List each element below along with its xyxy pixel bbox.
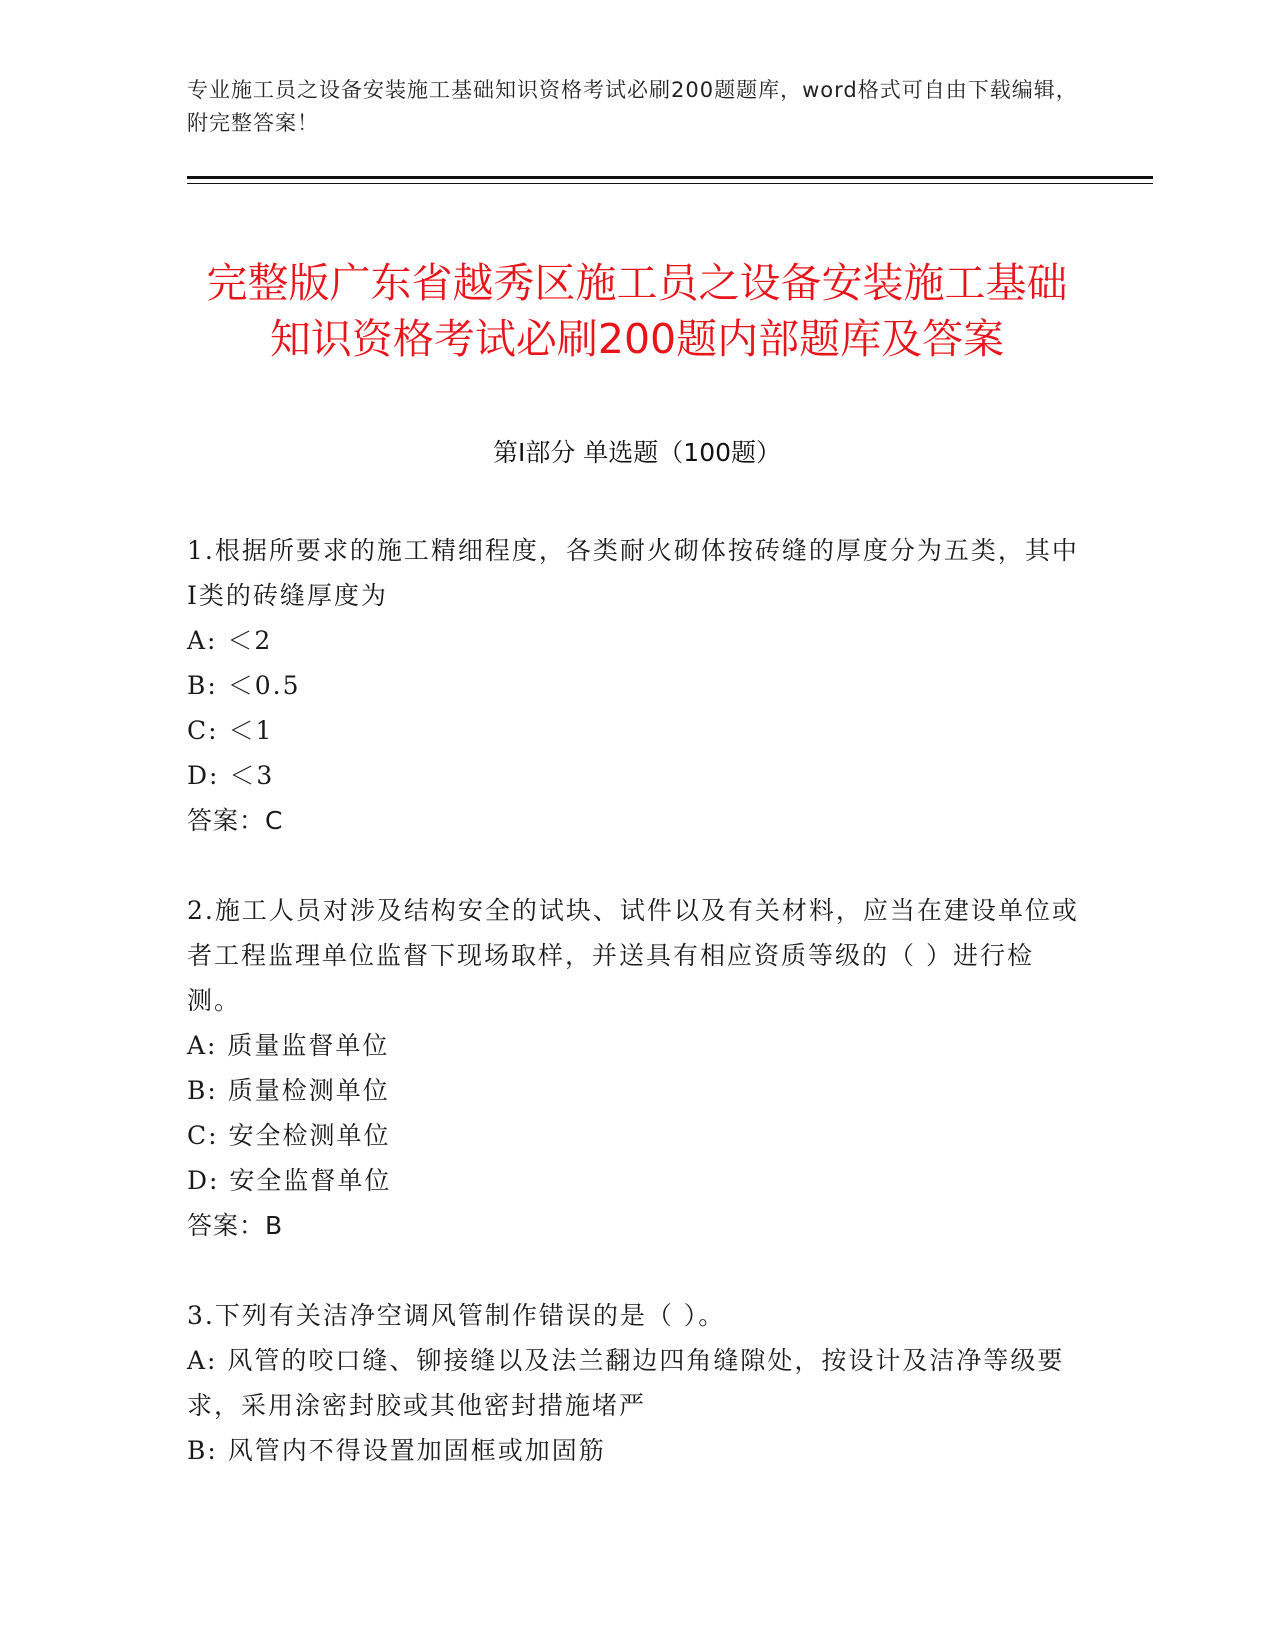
question-1 — [187, 528, 1087, 843]
answer-line: 答案：C — [187, 806, 284, 835]
option-b: B: 质量检测单位 — [187, 1076, 390, 1105]
option-a: A: ＜2 — [187, 626, 273, 655]
option-b: B: 风管内不得设置加固框或加固筋 — [187, 1436, 606, 1465]
question-stem: 3.下列有关洁净空调风管制作错误的是（ ）。 — [187, 1301, 726, 1330]
question-2 — [187, 888, 1087, 1248]
header-divider-thick — [187, 176, 1153, 179]
document-title: 完整版广东省越秀区施工员之设备安装施工基础知识资格考试必刷200题内部题库及答案 — [206, 259, 1068, 364]
option-d: D: 安全监督单位 — [187, 1166, 392, 1195]
section-title: 第Ⅰ部分 单选题（100题） — [492, 438, 782, 467]
header-note: 专业施工员之设备安装施工基础知识资格考试必刷200题题库，word格式可自由下载编辑，附完整答案！ — [187, 78, 1078, 135]
question-stem: 1.根据所要求的施工精细程度，各类耐火砌体按砖缝的厚度分为五类，其中Ⅰ类的砖缝厚度为 — [187, 536, 1079, 610]
question-spacer — [187, 1248, 1087, 1293]
option-c: C: 安全检测单位 — [187, 1121, 391, 1150]
option-c: C: ＜1 — [187, 716, 274, 745]
option-d: D: ＜3 — [187, 761, 275, 790]
question-spacer — [187, 843, 1087, 888]
header-divider-thin — [187, 183, 1153, 184]
option-a: A: 质量监督单位 — [187, 1031, 390, 1060]
option-b: B: ＜0.5 — [187, 671, 301, 700]
option-a: A: 风管的咬口缝、铆接缝以及法兰翻边四角缝隙处，按设计及洁净等级要求，采用涂密封胶或其他密封措施堵严 — [187, 1346, 1065, 1420]
question-3 — [187, 1293, 1087, 1473]
answer-line: 答案：B — [187, 1211, 284, 1240]
question-list — [187, 528, 1087, 1473]
question-stem: 2.施工人员对涉及结构安全的试块、试件以及有关材料，应当在建设单位或者工程监理单位监督下现场取样，并送具有相应资质等级的（ ）进行检测。 — [187, 896, 1079, 1015]
